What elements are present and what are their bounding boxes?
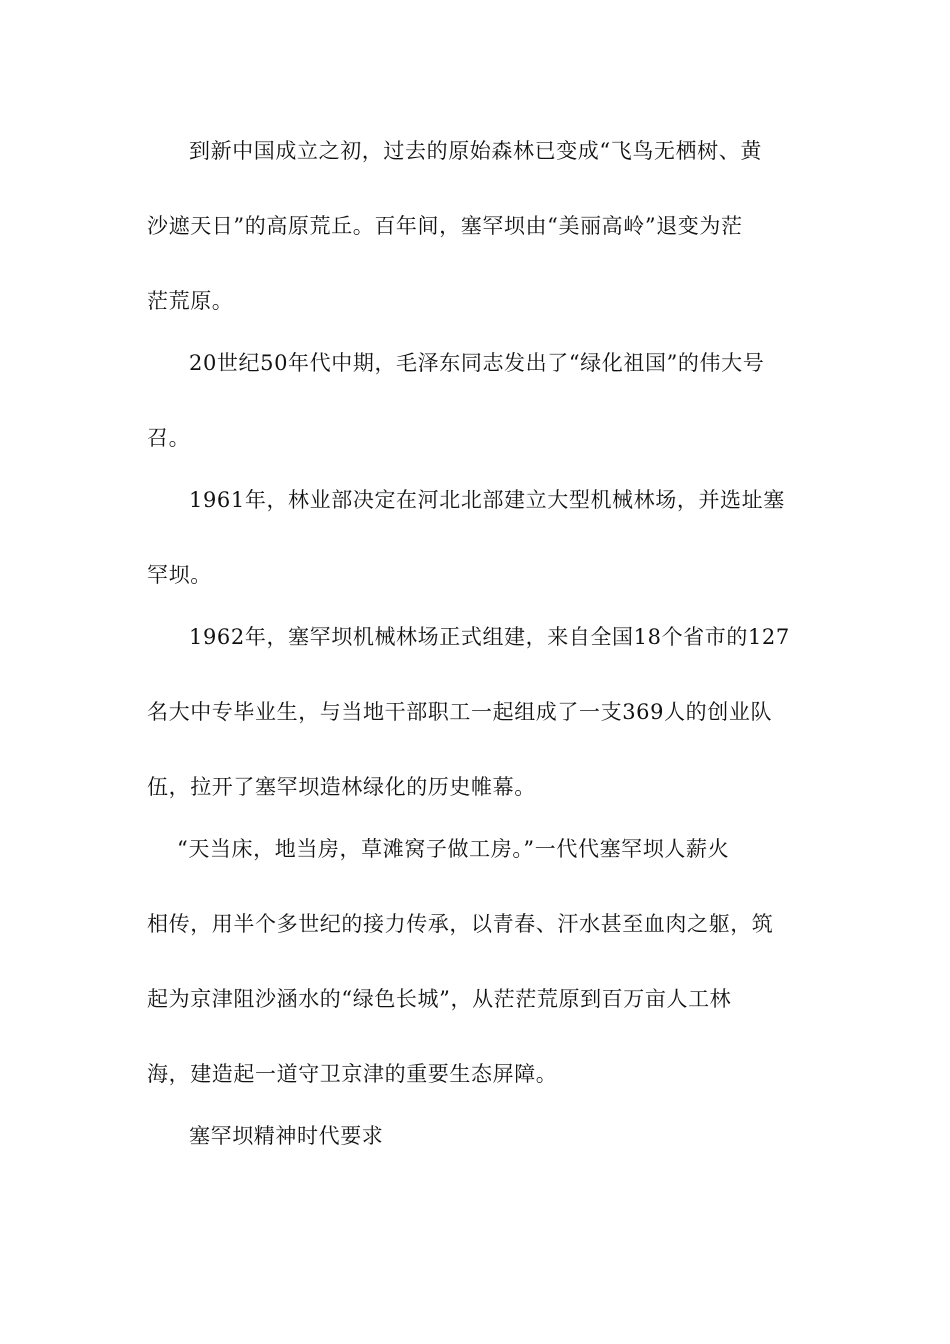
paragraph-5-line-4: 海，建造起一道守卫京津的重要生态屏障。 xyxy=(147,1062,558,1086)
paragraph-1-line-1: 到新中国成立之初，过去的原始森林已变成“飞鸟无栖树、黄 xyxy=(189,139,762,163)
paragraph-3-line-2: 罕坝。 xyxy=(147,563,212,587)
paragraph-5-line-2: 相传，用半个多世纪的接力传承，以青春、汗水甚至血肉之躯，筑 xyxy=(147,912,774,936)
paragraph-4-line-1: 1962年，塞罕坝机械林场正式组建，来自全国18个省市的127 xyxy=(189,625,790,649)
paragraph-3-line-1: 1961年，林业部决定在河北北部建立大型机械林场，并选址塞 xyxy=(189,488,785,512)
paragraph-5-line-3: 起为京津阻沙涵水的“绿色长城”，从茫茫荒原到百万亩人工林 xyxy=(147,987,732,1011)
section-heading: 塞罕坝精神时代要求 xyxy=(189,1124,384,1148)
paragraph-2-line-1: 20世纪50年代中期，毛泽东同志发出了“绿化祖国”的伟大号 xyxy=(189,351,765,375)
paragraph-4-line-3: 伍，拉开了塞罕坝造林绿化的历史帷幕。 xyxy=(147,775,536,799)
paragraph-1-line-2: 沙遮天日”的高原荒丘。百年间，塞罕坝由“美丽高岭”退变为茫 xyxy=(147,214,743,238)
paragraph-2-line-2: 召。 xyxy=(147,426,191,450)
paragraph-1-line-3: 茫荒原。 xyxy=(147,289,234,313)
paragraph-4-line-2: 名大中专毕业生，与当地干部职工一起组成了一支369人的创业队 xyxy=(147,700,773,724)
paragraph-5-line-1: “天当床，地当房，草滩窝子做工房。”一代代塞罕坝人薪火 xyxy=(177,837,730,861)
